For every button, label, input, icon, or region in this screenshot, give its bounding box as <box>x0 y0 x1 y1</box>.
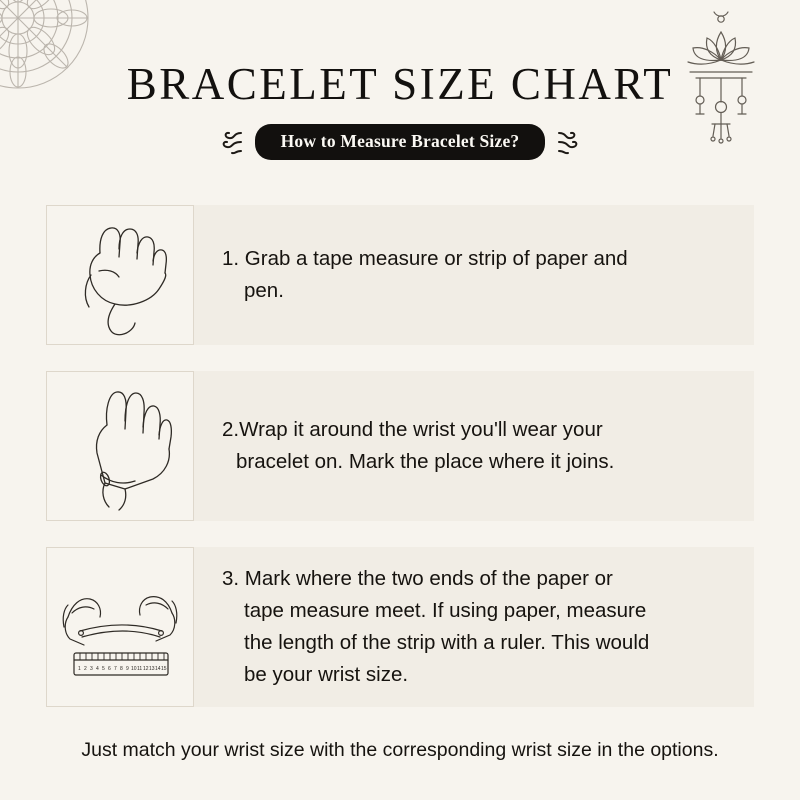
hand-with-tape-around-wrist-illustration <box>55 379 185 513</box>
list-item <box>46 547 754 707</box>
svg-text:13: 13 <box>149 666 155 672</box>
step-2-illustration-frame <box>46 371 194 521</box>
step-3-illustration-frame <box>46 547 194 707</box>
hands-measuring-strip-with-ruler-illustration <box>50 557 190 697</box>
swirl-ornament-right <box>555 129 581 155</box>
svg-text:5: 5 <box>102 666 105 672</box>
subtitle-row <box>0 124 800 160</box>
svg-text:4: 4 <box>96 666 99 672</box>
step-1-illustration-frame <box>46 205 194 345</box>
hand-holding-tape-measure-illustration <box>55 213 185 337</box>
step-2-text <box>194 371 754 521</box>
svg-text:6: 6 <box>108 666 111 672</box>
svg-text:2: 2 <box>84 666 87 672</box>
svg-text:8: 8 <box>120 666 123 672</box>
svg-text:9: 9 <box>126 666 129 672</box>
svg-text:11: 11 <box>137 666 143 672</box>
footer-note: Just match your wrist size with the corresponding wrist size in the options. <box>81 739 719 761</box>
svg-text:12: 12 <box>143 666 149 672</box>
list-item <box>46 205 754 345</box>
step-3-line-3: the length of the strip with a ruler. This would <box>244 631 650 654</box>
list-item <box>46 371 754 521</box>
svg-text:14: 14 <box>155 666 161 672</box>
step-3-line-4: be your wrist size. <box>244 662 409 686</box>
step-1-line-2: pen. <box>244 279 284 302</box>
steps-list <box>46 205 754 733</box>
page-title: BRACELET SIZE CHART <box>126 59 674 109</box>
step-1-line-1: 1. Grab a tape measure or strip of paper and <box>222 247 628 271</box>
svg-text:7: 7 <box>114 666 117 672</box>
step-2-line-1: 2.Wrap it around the wrist you'll wear your <box>222 418 603 442</box>
svg-text:15: 15 <box>161 666 167 672</box>
step-3-text <box>194 547 754 707</box>
svg-text:1: 1 <box>78 666 81 672</box>
step-1-text <box>194 205 754 345</box>
step-2-line-2: bracelet on. Mark the place where it joins. <box>236 450 615 473</box>
svg-text:3: 3 <box>90 666 93 672</box>
subtitle-pill: How to Measure Bracelet Size? <box>255 124 546 160</box>
svg-text:10: 10 <box>131 666 137 672</box>
swirl-ornament-left <box>219 129 245 155</box>
step-3-line-2: tape measure meet. If using paper, measure <box>244 599 647 623</box>
step-3-line-1: 3. Mark where the two ends of the paper or <box>222 567 613 591</box>
